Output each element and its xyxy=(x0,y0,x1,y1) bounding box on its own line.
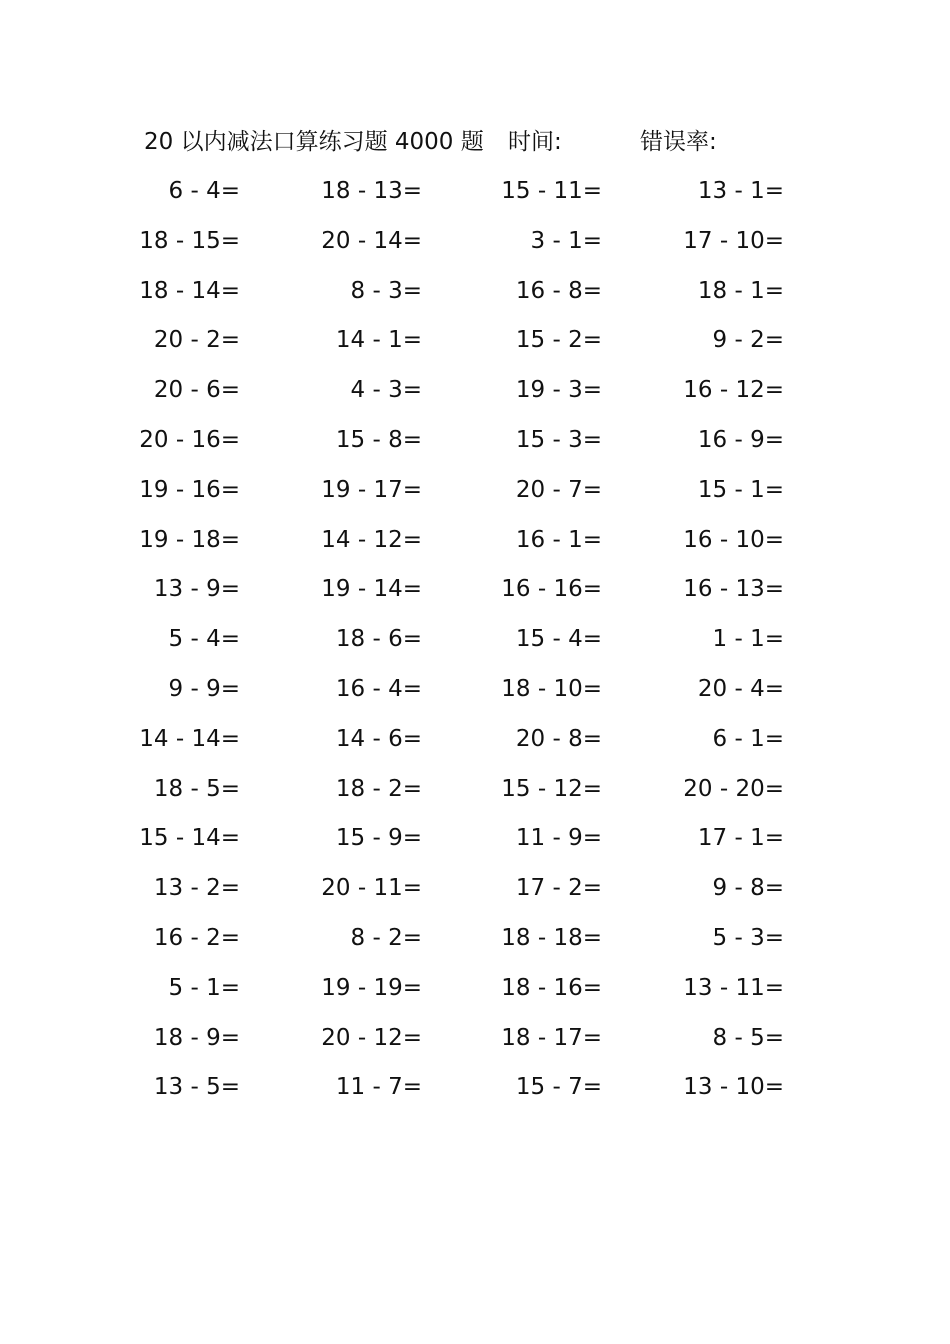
subtraction-problem: 18 - 13= xyxy=(321,178,422,204)
subtraction-problem: 20 - 16= xyxy=(139,426,240,453)
subtraction-problem: 16 - 12= xyxy=(683,377,784,404)
subtraction-problem: 18 - 5= xyxy=(153,775,240,802)
subtraction-problem: 18 - 10= xyxy=(501,675,602,702)
subtraction-problem: 18 - 1= xyxy=(697,277,784,304)
subtraction-problem: 14 - 1= xyxy=(335,327,422,354)
subtraction-problem: 16 - 10= xyxy=(683,526,784,553)
subtraction-problem: 5 - 4= xyxy=(168,626,240,653)
problem-row xyxy=(0,773,950,823)
problem-row xyxy=(0,524,950,574)
subtraction-problem: 16 - 16= xyxy=(501,576,602,603)
time-label: 时间: xyxy=(508,129,562,155)
subtraction-problem: 13 - 9= xyxy=(153,576,240,603)
subtraction-problem: 5 - 1= xyxy=(168,974,240,1001)
problem-row xyxy=(0,424,950,474)
subtraction-problem: 20 - 8= xyxy=(515,725,602,752)
subtraction-problem: 6 - 4= xyxy=(168,178,240,204)
problem-row xyxy=(0,225,950,275)
problem-row xyxy=(0,723,950,773)
problem-row xyxy=(0,324,950,374)
problem-row xyxy=(0,822,950,872)
subtraction-problem: 20 - 7= xyxy=(515,476,602,503)
subtraction-problem: 14 - 12= xyxy=(321,526,422,553)
subtraction-problem: 15 - 3= xyxy=(515,426,602,453)
problem-row xyxy=(0,175,950,225)
problem-row xyxy=(0,922,950,972)
subtraction-problem: 15 - 2= xyxy=(515,327,602,354)
subtraction-problem: 18 - 6= xyxy=(335,626,422,653)
subtraction-problem: 15 - 14= xyxy=(139,825,240,852)
subtraction-problem: 16 - 1= xyxy=(515,526,602,553)
subtraction-problem: 20 - 4= xyxy=(697,675,784,702)
worksheet-header xyxy=(144,126,844,158)
subtraction-problem: 16 - 8= xyxy=(515,277,602,304)
subtraction-problem: 17 - 10= xyxy=(683,227,784,254)
subtraction-problem: 18 - 18= xyxy=(501,924,602,951)
subtraction-problem: 13 - 10= xyxy=(683,1074,784,1101)
problem-row xyxy=(0,474,950,524)
subtraction-problem: 15 - 1= xyxy=(697,476,784,503)
subtraction-problem: 18 - 9= xyxy=(153,1024,240,1051)
subtraction-problem: 15 - 9= xyxy=(335,825,422,852)
subtraction-problem: 18 - 14= xyxy=(139,277,240,304)
problem-grid xyxy=(0,175,950,1121)
subtraction-problem: 14 - 6= xyxy=(335,725,422,752)
subtraction-problem: 19 - 3= xyxy=(515,377,602,404)
problem-row xyxy=(0,872,950,922)
problem-row xyxy=(0,972,950,1022)
problem-row xyxy=(0,623,950,673)
subtraction-problem: 16 - 13= xyxy=(683,576,784,603)
subtraction-problem: 17 - 1= xyxy=(697,825,784,852)
subtraction-problem: 8 - 2= xyxy=(350,924,422,951)
subtraction-problem: 20 - 6= xyxy=(153,377,240,404)
error-rate-label: 错误率: xyxy=(640,129,717,155)
subtraction-problem: 9 - 8= xyxy=(712,875,784,902)
subtraction-problem: 15 - 11= xyxy=(501,178,602,204)
worksheet-title: 20 以内减法口算练习题 4000 题 xyxy=(144,129,484,155)
subtraction-problem: 17 - 2= xyxy=(515,875,602,902)
subtraction-problem: 1 - 1= xyxy=(712,626,784,653)
subtraction-problem: 18 - 17= xyxy=(501,1024,602,1051)
subtraction-problem: 19 - 14= xyxy=(321,576,422,603)
subtraction-problem: 20 - 14= xyxy=(321,227,422,254)
subtraction-problem: 13 - 1= xyxy=(697,178,784,204)
subtraction-problem: 18 - 2= xyxy=(335,775,422,802)
subtraction-problem: 14 - 14= xyxy=(139,725,240,752)
subtraction-problem: 8 - 3= xyxy=(350,277,422,304)
problem-row xyxy=(0,1022,950,1072)
subtraction-problem: 19 - 17= xyxy=(321,476,422,503)
subtraction-problem: 16 - 2= xyxy=(153,924,240,951)
subtraction-problem: 18 - 16= xyxy=(501,974,602,1001)
subtraction-problem: 6 - 1= xyxy=(712,725,784,752)
problem-row xyxy=(0,374,950,424)
subtraction-problem: 19 - 19= xyxy=(321,974,422,1001)
subtraction-problem: 4 - 3= xyxy=(350,377,422,404)
subtraction-problem: 20 - 2= xyxy=(153,327,240,354)
subtraction-problem: 13 - 11= xyxy=(683,974,784,1001)
subtraction-problem: 13 - 2= xyxy=(153,875,240,902)
subtraction-problem: 11 - 9= xyxy=(515,825,602,852)
subtraction-problem: 11 - 7= xyxy=(335,1074,422,1101)
subtraction-problem: 13 - 5= xyxy=(153,1074,240,1101)
subtraction-problem: 15 - 7= xyxy=(515,1074,602,1101)
problem-row xyxy=(0,1071,950,1121)
subtraction-problem: 20 - 20= xyxy=(683,775,784,802)
subtraction-problem: 3 - 1= xyxy=(530,227,602,254)
problem-row xyxy=(0,275,950,325)
subtraction-problem: 16 - 4= xyxy=(335,675,422,702)
subtraction-problem: 5 - 3= xyxy=(712,924,784,951)
subtraction-problem: 15 - 8= xyxy=(335,426,422,453)
subtraction-problem: 9 - 2= xyxy=(712,327,784,354)
subtraction-problem: 9 - 9= xyxy=(168,675,240,702)
subtraction-problem: 15 - 12= xyxy=(501,775,602,802)
subtraction-problem: 18 - 15= xyxy=(139,227,240,254)
subtraction-problem: 20 - 12= xyxy=(321,1024,422,1051)
subtraction-problem: 15 - 4= xyxy=(515,626,602,653)
subtraction-problem: 8 - 5= xyxy=(712,1024,784,1051)
subtraction-problem: 16 - 9= xyxy=(697,426,784,453)
problem-row xyxy=(0,573,950,623)
subtraction-problem: 19 - 16= xyxy=(139,476,240,503)
subtraction-problem: 19 - 18= xyxy=(139,526,240,553)
subtraction-problem: 20 - 11= xyxy=(321,875,422,902)
problem-row xyxy=(0,673,950,723)
